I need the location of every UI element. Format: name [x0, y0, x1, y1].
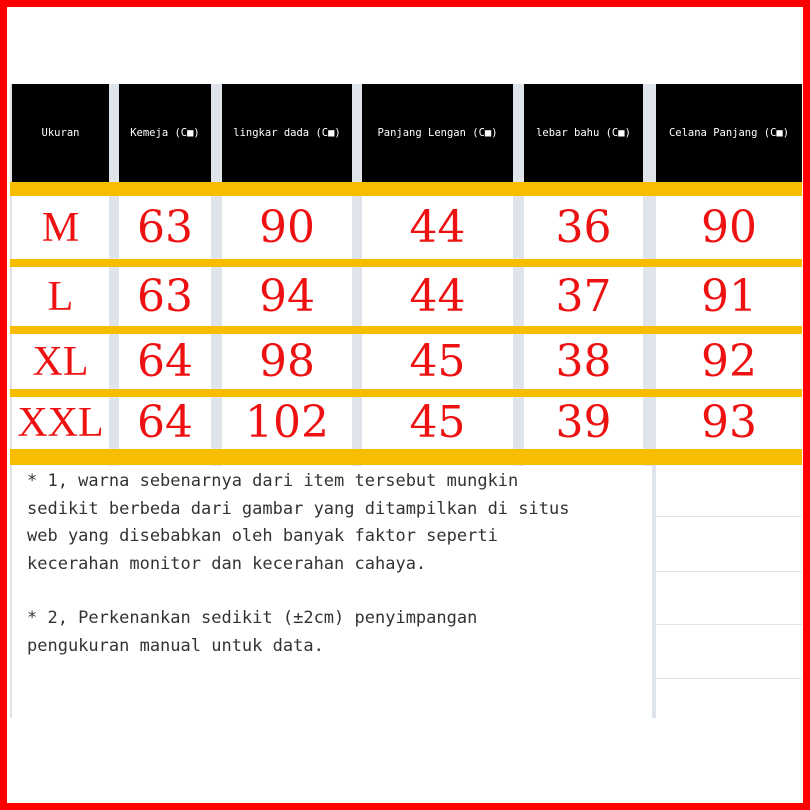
header-ukuran: Ukuran	[12, 84, 109, 182]
table-cell: 36	[555, 201, 612, 253]
table-cell: 63	[137, 201, 193, 253]
notes-block	[22, 466, 652, 718]
table-cell: 45	[409, 397, 466, 448]
size-chart-table	[10, 84, 802, 718]
table-cell: 93	[701, 397, 757, 448]
table-cell-size: XL	[32, 338, 89, 385]
header-panjang-lengan: Panjang Lengan (C■)	[362, 84, 513, 182]
table-cell: 92	[701, 335, 757, 387]
table-cell-size: L	[47, 273, 74, 320]
table-cell: 64	[137, 335, 193, 387]
grid-line	[655, 624, 802, 625]
note-line: pengukuran manual untuk data.	[27, 635, 324, 656]
row-divider	[10, 259, 802, 267]
note-line: sedikit berbeda dari gambar yang ditampilkan di situs	[27, 498, 570, 519]
table-cell-size: XXL	[17, 400, 104, 446]
header-kemeja: Kemeja (C■)	[119, 84, 211, 182]
row-divider	[10, 389, 802, 397]
table-cell: 45	[409, 335, 466, 387]
table-cell: 63	[137, 270, 193, 322]
table-cell: 37	[555, 270, 612, 322]
row-divider	[10, 182, 802, 196]
table-cell: 39	[555, 397, 612, 448]
note-line: web yang disebabkan oleh banyak faktor seperti	[27, 526, 498, 546]
row-divider	[10, 449, 802, 465]
header-celana-panjang: Celana Panjang (C■)	[656, 84, 802, 182]
note-line: * 1, warna sebenarnya dari item tersebut mungkin	[27, 471, 519, 491]
grid-line	[655, 678, 802, 679]
grid-line	[655, 516, 802, 517]
table-cell: 98	[259, 335, 315, 387]
table-cell: 38	[555, 335, 612, 387]
note-spacer	[27, 578, 652, 605]
header-lingkar-dada: lingkar dada (C■)	[222, 84, 352, 182]
header-lebar-bahu: lebar bahu (C■)	[524, 84, 643, 182]
grid-line	[655, 571, 802, 572]
table-cell-size: M	[41, 204, 80, 251]
row-divider	[10, 326, 802, 334]
table-cell: 64	[137, 397, 193, 448]
table-cell: 91	[701, 270, 757, 322]
table-cell: 102	[245, 397, 329, 448]
table-cell: 90	[701, 201, 757, 253]
note-line: * 2, Perkenankan sedikit (±2cm) penyimpangan	[27, 608, 478, 628]
note-line: kecerahan monitor dan kecerahan cahaya.	[27, 553, 427, 574]
table-cell: 94	[259, 270, 315, 322]
table-cell: 44	[409, 201, 466, 253]
table-cell: 44	[409, 270, 466, 322]
table-cell: 90	[259, 201, 315, 253]
